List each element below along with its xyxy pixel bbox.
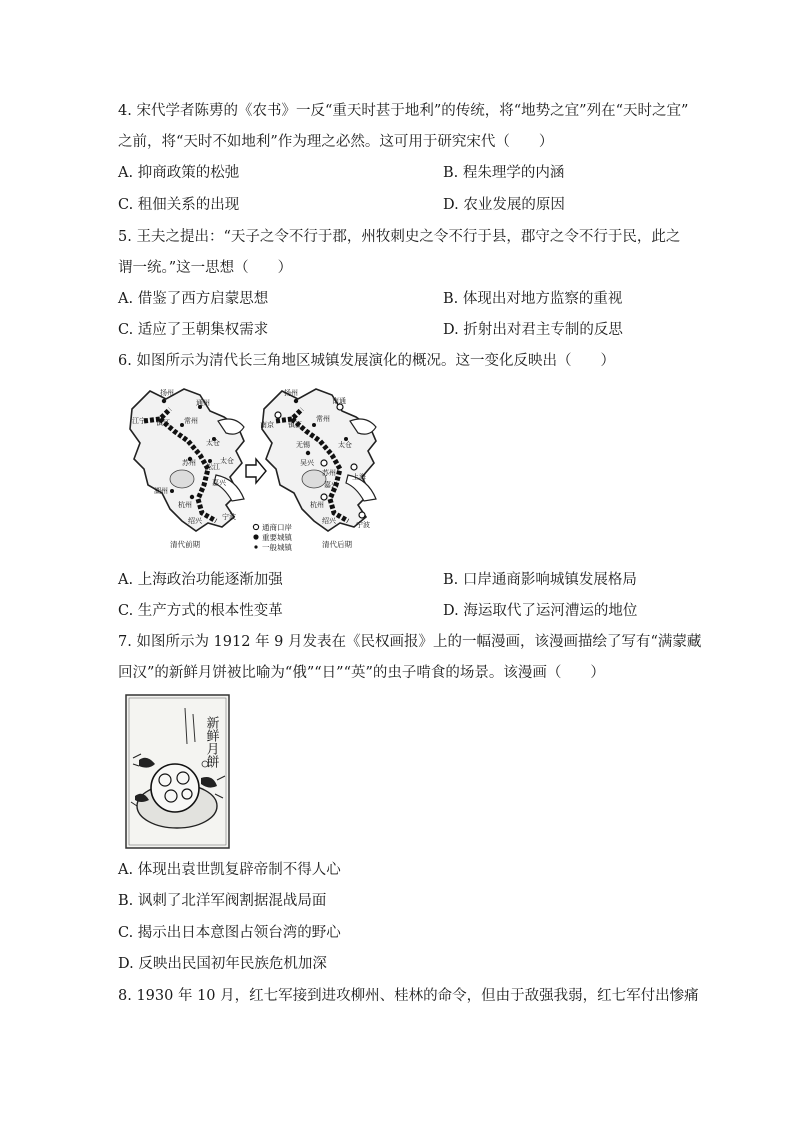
q7-option-a[interactable]: A. 体现出袁世凯复辟帝制不得人心 — [118, 862, 341, 878]
q6-option-d[interactable]: D. 海运取代了运河漕运的地位 — [443, 603, 638, 619]
legend-label: 一般城镇 — [262, 543, 292, 552]
city-label: 湖州 — [154, 487, 168, 495]
city-label: 苏州 — [182, 459, 196, 467]
cartoon-title: 新鲜月餅 — [203, 716, 219, 768]
legend-label: 通商口岸 — [262, 523, 292, 532]
q7-stem-line1: 7. 如图所示为 1912 年 9 月发表在《民权画报》上的一幅漫画，该漫画描绘了写有“满蒙藏 — [118, 634, 702, 650]
map-late-qing — [253, 388, 376, 552]
q6-stem-line1: 6. 如图所示为清代长三角地区城镇发展演化的概况。这一变化反映出（ ） — [118, 353, 615, 369]
q7-option-c[interactable]: C. 揭示出日本意图占领台湾的野心 — [118, 925, 341, 941]
city-label: 绍兴 — [188, 517, 202, 525]
q8-stem-line1: 8. 1930 年 10 月，红七军接到进攻柳州、桂林的命令，但由于敌强我弱，红七军付出惨痛 — [118, 988, 699, 1004]
arrow-right-icon — [246, 459, 266, 483]
map-legend — [253, 522, 292, 552]
q5-option-d[interactable]: D. 折射出对君主专制的反思 — [443, 322, 623, 338]
q7-option-b[interactable]: B. 讽刺了北洋军阀割据混战局面 — [118, 893, 327, 909]
q6-map-figure — [126, 381, 384, 559]
map-early-qing — [130, 388, 244, 549]
city-label: 苏州 — [322, 469, 336, 477]
yangtze-delta-map — [126, 381, 384, 559]
city-label: 南通 — [332, 397, 346, 405]
q5-option-b[interactable]: B. 体现出对地方监察的重视 — [443, 291, 623, 307]
city-label: 常州 — [316, 415, 330, 423]
mooncake — [151, 764, 199, 812]
city-label: 南京 — [260, 421, 274, 429]
q4-stem-line2: 之前，将“天时不如地利”作为理之必然。这可用于研究宋代（ ） — [118, 134, 554, 150]
q5-stem-line2: 谓一统。”这一思想（ ） — [118, 260, 293, 276]
q4-option-d[interactable]: D. 农业发展的原因 — [443, 197, 565, 213]
city-label: 通州 — [196, 399, 210, 407]
city-label: 杭州 — [178, 501, 192, 509]
city-label: 上海 — [352, 473, 366, 481]
mooncake-cartoon — [125, 694, 230, 849]
legend-label: 重要城镇 — [262, 533, 292, 542]
q4-option-a[interactable]: A. 抑商政策的松弛 — [118, 165, 240, 181]
city-label: 扬州 — [160, 389, 174, 397]
city-label: 宁波 — [356, 521, 370, 529]
city-label: 太仓 — [206, 439, 220, 447]
city-label: 镇江 — [288, 421, 302, 429]
city-label: 镇江 — [156, 419, 170, 427]
q6-option-a[interactable]: A. 上海政治功能逐渐加强 — [118, 572, 283, 588]
q7-option-d[interactable]: D. 反映出民国初年民族危机加深 — [118, 956, 327, 972]
city-label: 常州 — [184, 417, 198, 425]
city-label: 江宁 — [132, 417, 146, 425]
city-label: 嘉兴 — [324, 481, 338, 489]
city-label: 嘉兴 — [212, 479, 226, 487]
city-label: 宁波 — [222, 513, 236, 521]
map-caption-late: 清代后期 — [322, 540, 352, 549]
q4-stem-line1: 4. 宋代学者陈旉的《农书》一反“重天时甚于地利”的传统，将“地势之宜”列在“天时之宜” — [118, 103, 689, 119]
q7-cartoon-figure — [125, 694, 230, 849]
city-label: 太仓 — [338, 441, 352, 449]
city-label: 太仓 — [220, 457, 234, 465]
city-label: 吴兴 — [300, 459, 314, 467]
city-label: 松江 — [206, 463, 220, 471]
city-label: 无锡 — [296, 441, 310, 449]
q4-option-b[interactable]: B. 程朱理学的内涵 — [443, 165, 565, 181]
q5-option-c[interactable]: C. 适应了王朝集权需求 — [118, 322, 269, 338]
q7-stem-line2: 回汉”的新鲜月饼被比喻为“俄”“日”“英”的虫子啃食的场景。该漫画（ ） — [118, 665, 605, 681]
q6-option-b[interactable]: B. 口岸通商影响城镇发展格局 — [443, 572, 637, 588]
city-label: 扬州 — [284, 389, 298, 397]
city-label: 绍兴 — [322, 517, 336, 525]
map-late-outline — [262, 389, 376, 531]
q4-option-c[interactable]: C. 租佃关系的出现 — [118, 197, 240, 213]
q6-option-c[interactable]: C. 生产方式的根本性变革 — [118, 603, 283, 619]
city-label: 杭州 — [310, 501, 324, 509]
taihu-lake-early — [170, 470, 194, 488]
map-caption-early: 清代前期 — [170, 540, 200, 549]
q5-option-a[interactable]: A. 借鉴了西方启蒙思想 — [118, 291, 269, 307]
q5-stem-line1: 5. 王夫之提出：“天子之令不行于郡，州牧刺史之令不行于县，郡守之令不行于民，此之 — [118, 229, 681, 245]
